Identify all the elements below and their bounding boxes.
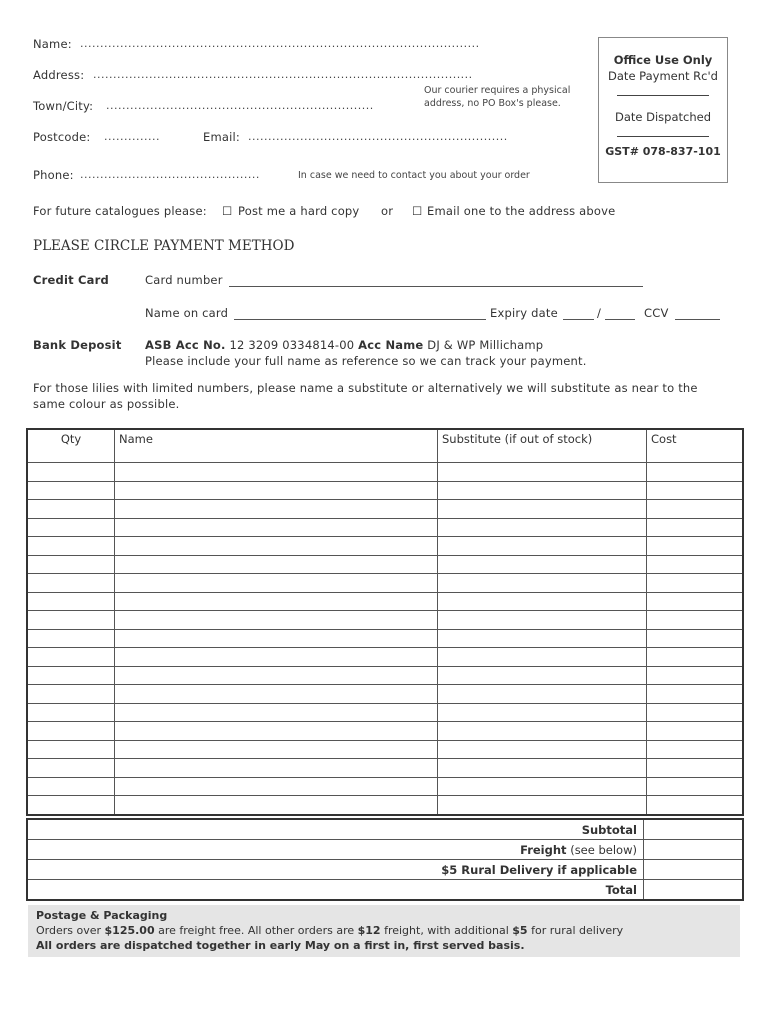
name-cell[interactable] — [115, 611, 438, 630]
postage-text-a: Orders over — [36, 924, 105, 937]
substitute-cell[interactable] — [438, 463, 647, 482]
substitute-cell[interactable] — [438, 703, 647, 722]
date-dispatched-line — [617, 136, 709, 137]
cost-cell[interactable] — [647, 722, 744, 741]
cost-cell[interactable] — [647, 796, 744, 815]
substitute-cell[interactable] — [438, 574, 647, 593]
qty-cell[interactable] — [27, 574, 115, 593]
name-cell[interactable] — [115, 722, 438, 741]
name-cell[interactable] — [115, 740, 438, 759]
table-row — [27, 592, 743, 611]
substitute-cell[interactable] — [438, 759, 647, 778]
table-row — [27, 629, 743, 648]
name-on-card-label: Name on card — [145, 306, 229, 320]
qty-cell[interactable] — [27, 685, 115, 704]
qty-cell[interactable] — [27, 777, 115, 796]
name-cell[interactable] — [115, 537, 438, 556]
substitute-cell[interactable] — [438, 629, 647, 648]
name-cell[interactable] — [115, 518, 438, 537]
name-cell[interactable] — [115, 796, 438, 815]
courier-note-line2: address, no PO Box's please. — [424, 98, 561, 109]
postcode-label: Postcode: — [33, 130, 91, 144]
qty-cell[interactable] — [27, 703, 115, 722]
name-cell[interactable] — [115, 703, 438, 722]
qty-cell[interactable] — [27, 500, 115, 519]
town-field[interactable]: ................................................................... — [106, 99, 374, 112]
name-cell[interactable] — [115, 592, 438, 611]
expiry-year-field[interactable] — [605, 319, 635, 320]
postage-title: Postage & Packaging — [36, 909, 168, 922]
substitute-cell[interactable] — [438, 666, 647, 685]
address-label: Address: — [33, 68, 85, 82]
substitute-cell[interactable] — [438, 648, 647, 667]
email-checkbox[interactable]: ☐ — [412, 204, 423, 218]
card-number-field[interactable] — [229, 286, 643, 287]
substitute-cell[interactable] — [438, 685, 647, 704]
cost-cell[interactable] — [647, 740, 744, 759]
qty-cell[interactable] — [27, 611, 115, 630]
qty-cell[interactable] — [27, 463, 115, 482]
cost-cell[interactable] — [647, 463, 744, 482]
table-row — [27, 666, 743, 685]
expiry-month-field[interactable] — [563, 319, 594, 320]
qty-cell[interactable] — [27, 555, 115, 574]
name-cell[interactable] — [115, 629, 438, 648]
table-row — [27, 537, 743, 556]
email-option-label: Email one to the address above — [427, 204, 616, 218]
table-row — [27, 703, 743, 722]
cost-cell[interactable] — [647, 759, 744, 778]
postage-line1 — [36, 923, 732, 938]
cost-cell[interactable] — [647, 611, 744, 630]
table-row — [27, 500, 743, 519]
qty-cell[interactable] — [27, 629, 115, 648]
total-value-cell[interactable] — [644, 880, 744, 901]
ccv-field[interactable] — [675, 319, 720, 320]
name-cell[interactable] — [115, 481, 438, 500]
qty-cell[interactable] — [27, 518, 115, 537]
name-cell[interactable] — [115, 648, 438, 667]
table-row — [27, 759, 743, 778]
rural-amount: $5 — [512, 924, 528, 937]
total-label: Total — [27, 880, 644, 901]
rural-value-cell[interactable] — [644, 860, 744, 880]
subtotal-label: Subtotal — [27, 819, 644, 840]
cost-cell[interactable] — [647, 500, 744, 519]
table-row — [27, 722, 743, 741]
cost-cell[interactable] — [647, 518, 744, 537]
substitute-cell[interactable] — [438, 555, 647, 574]
substitute-cell[interactable] — [438, 611, 647, 630]
substitute-note-line1: For those lilies with limited numbers, please name a substitute or alternatively we will substitute as near to the — [33, 381, 698, 395]
cost-cell[interactable] — [647, 481, 744, 500]
order-table-body — [27, 463, 743, 815]
postage-line2: All orders are dispatched together in early May on a first in, first served basis. — [36, 939, 525, 952]
substitute-cell[interactable] — [438, 777, 647, 796]
substitute-cell[interactable] — [438, 592, 647, 611]
phone-label: Phone: — [33, 168, 74, 182]
table-row — [27, 740, 743, 759]
qty-cell[interactable] — [27, 666, 115, 685]
cost-cell[interactable] — [647, 703, 744, 722]
qty-cell[interactable] — [27, 481, 115, 500]
town-label: Town/City: — [33, 99, 94, 113]
table-row — [27, 648, 743, 667]
office-title: Office Use Only — [613, 53, 713, 67]
substitute-cell[interactable] — [438, 740, 647, 759]
bank-account-line — [145, 338, 543, 352]
substitute-cell[interactable] — [438, 481, 647, 500]
postage-text-c: are freight free. All other orders are — [154, 924, 358, 937]
qty-header: Qty — [27, 429, 115, 463]
cost-cell[interactable] — [647, 555, 744, 574]
qty-cell[interactable] — [27, 648, 115, 667]
substitute-cell[interactable] — [438, 722, 647, 741]
postage-box — [28, 905, 740, 957]
courier-note-line1: Our courier requires a physical — [424, 85, 571, 96]
subtotal-value-cell[interactable] — [644, 819, 744, 840]
account-name: DJ & WP Millichamp — [427, 338, 544, 352]
table-row — [27, 555, 743, 574]
totals-table — [26, 818, 744, 901]
freight-row — [27, 840, 743, 860]
freight-label: Freight — [520, 842, 567, 857]
address-field[interactable]: ............................................................................................... — [93, 68, 473, 81]
payment-heading: PLEASE CIRCLE PAYMENT METHOD — [33, 238, 295, 254]
postage-text-e: freight, with additional — [380, 924, 513, 937]
gst-number: GST# 078-837-101 — [605, 145, 721, 158]
name-field[interactable]: .................................................................................................... — [80, 37, 480, 50]
cost-cell[interactable] — [647, 537, 744, 556]
name-on-card-field[interactable] — [234, 319, 486, 320]
post-checkbox[interactable]: ☐ — [222, 204, 233, 218]
ccv-label: CCV — [644, 306, 669, 320]
qty-cell[interactable] — [27, 759, 115, 778]
email-field[interactable]: ................................................................. — [248, 130, 508, 143]
table-row — [27, 685, 743, 704]
substitute-cell[interactable] — [438, 796, 647, 815]
credit-card-label: Credit Card — [33, 273, 109, 287]
bank-deposit-label: Bank Deposit — [33, 338, 122, 352]
cost-cell[interactable] — [647, 629, 744, 648]
name-header: Name — [115, 429, 438, 463]
name-label: Name: — [33, 37, 72, 51]
table-row — [27, 518, 743, 537]
qty-cell[interactable] — [27, 722, 115, 741]
name-cell[interactable] — [115, 777, 438, 796]
expiry-slash: / — [597, 306, 602, 320]
cost-cell[interactable] — [647, 592, 744, 611]
cost-cell[interactable] — [647, 574, 744, 593]
substitute-cell[interactable] — [438, 500, 647, 519]
substitute-cell[interactable] — [438, 537, 647, 556]
name-cell[interactable] — [115, 574, 438, 593]
substitute-note-line2: same colour as possible. — [33, 397, 180, 411]
catalogue-prompt: For future catalogues please: — [33, 204, 207, 218]
or-text: or — [381, 204, 394, 218]
cost-header: Cost — [647, 429, 744, 463]
rural-label: $5 Rural Delivery if applicable — [27, 860, 644, 880]
expiry-label: Expiry date — [490, 306, 558, 320]
freight-label-cell — [27, 840, 644, 860]
email-label: Email: — [203, 130, 240, 144]
table-row — [27, 481, 743, 500]
cost-cell[interactable] — [647, 666, 744, 685]
reference-note: Please include your full name as reference so we can track your payment. — [145, 354, 587, 368]
acc-name-label: Acc Name — [358, 338, 424, 352]
table-row — [27, 796, 743, 815]
rural-row — [27, 860, 743, 880]
table-row — [27, 611, 743, 630]
name-cell[interactable] — [115, 759, 438, 778]
date-payment-line — [617, 95, 709, 96]
table-row — [27, 777, 743, 796]
name-cell[interactable] — [115, 555, 438, 574]
postcode-field[interactable]: .............. — [104, 130, 160, 143]
cost-cell[interactable] — [647, 685, 744, 704]
freight-amount: $12 — [357, 924, 381, 937]
substitute-cell[interactable] — [438, 518, 647, 537]
post-option-label: Post me a hard copy — [238, 204, 360, 218]
freight-note: (see below) — [570, 842, 637, 857]
table-row — [27, 574, 743, 593]
account-number: 12 3209 0334814-00 — [229, 338, 355, 352]
name-cell[interactable] — [115, 666, 438, 685]
name-cell[interactable] — [115, 463, 438, 482]
phone-note: In case we need to contact you about your order — [298, 170, 530, 181]
card-number-label: Card number — [145, 273, 223, 287]
office-use-box — [598, 37, 728, 183]
name-cell[interactable] — [115, 685, 438, 704]
name-cell[interactable] — [115, 500, 438, 519]
date-dispatched-label: Date Dispatched — [614, 110, 712, 124]
order-table — [26, 428, 744, 816]
subtotal-row — [27, 819, 743, 840]
date-payment-label: Date Payment Rc'd — [608, 69, 718, 83]
qty-cell[interactable] — [27, 592, 115, 611]
freight-value-cell[interactable] — [644, 840, 744, 860]
phone-field[interactable]: ............................................. — [80, 168, 260, 181]
order-table-header — [27, 429, 743, 463]
free-threshold: $125.00 — [104, 924, 155, 937]
substitute-header: Substitute (if out of stock) — [438, 429, 647, 463]
table-row — [27, 463, 743, 482]
qty-cell[interactable] — [27, 740, 115, 759]
qty-cell[interactable] — [27, 537, 115, 556]
qty-cell[interactable] — [27, 796, 115, 815]
postage-text-g: for rural delivery — [527, 924, 624, 937]
cost-cell[interactable] — [647, 777, 744, 796]
asb-label: ASB Acc No. — [145, 338, 226, 352]
total-row — [27, 880, 743, 901]
cost-cell[interactable] — [647, 648, 744, 667]
